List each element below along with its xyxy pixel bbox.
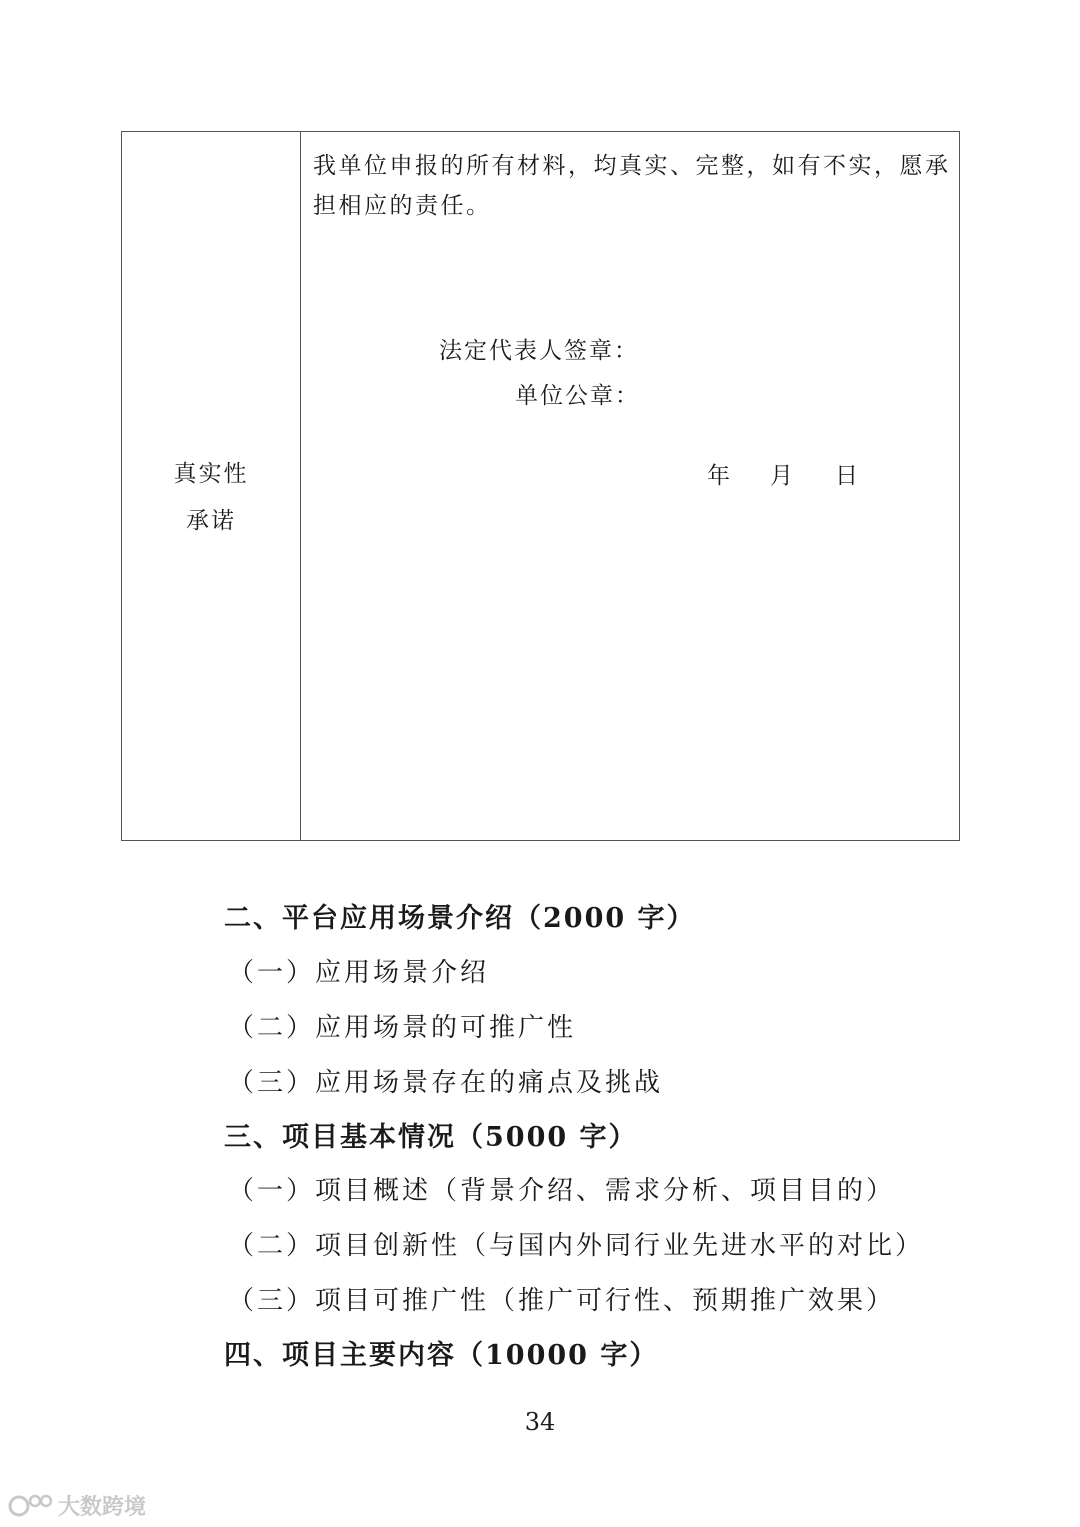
section-3-heading: 三、项目基本情况（5000 字）	[224, 1122, 638, 1153]
brand-logo-icon	[8, 1491, 52, 1521]
section-3-item-3: （三）项目可推广性（推广可行性、预期推广效果）	[228, 1286, 896, 1316]
section-4-heading: 四、项目主要内容（10000 字）	[224, 1340, 659, 1371]
commitment-content-cell	[301, 132, 959, 840]
label-commitment: 承诺	[186, 508, 236, 534]
section-2-item-2: （二）应用场景的可推广性	[228, 1013, 577, 1043]
label-authenticity: 真实性	[173, 461, 249, 487]
section-3-item-2: （二）项目创新性（与国内外同行业先进水平的对比）	[228, 1231, 925, 1261]
section-2-heading: 二、平台应用场景介绍（2000 字）	[224, 903, 696, 934]
commitment-table	[121, 131, 960, 841]
date-month-label: 月	[770, 463, 793, 489]
section-2-item-1: （一）应用场景介绍	[228, 958, 490, 988]
date-day-label: 日	[835, 463, 858, 489]
section-2-item-3: （三）应用场景存在的痛点及挑战	[228, 1068, 664, 1098]
legal-rep-signature-label: 法定代表人签章：	[439, 338, 639, 364]
watermark-text: 大数跨境	[58, 1495, 147, 1520]
section-3-item-1: （一）项目概述（背景介绍、需求分析、项目目的）	[228, 1176, 896, 1206]
commitment-label-cell	[122, 132, 300, 840]
commitment-statement: 我单位申报的所有材料，均真实、完整，如有不实，愿承担相应的责任。	[313, 153, 951, 219]
page-number: 34	[524, 1408, 556, 1436]
unit-seal-label: 单位公章：	[515, 383, 640, 409]
watermark	[8, 1490, 146, 1521]
date-year-label: 年	[707, 463, 730, 489]
